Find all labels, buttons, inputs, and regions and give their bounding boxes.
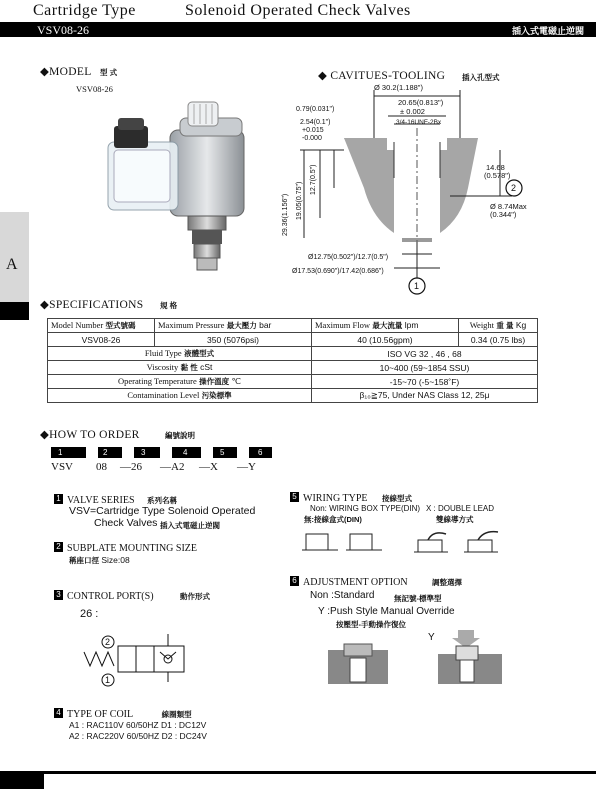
order-code-4: —A2 xyxy=(160,461,185,473)
item-6-y-label: Y xyxy=(428,632,435,643)
spec-prop-row xyxy=(48,347,538,361)
dim-1468: 14.68 xyxy=(486,163,505,172)
spec-prop-label: Viscosity 黏 性 cSt xyxy=(48,361,312,375)
footer-bar xyxy=(0,771,596,774)
item-2-desc: 稱座口徑 Size:08 xyxy=(69,555,130,565)
header-left-title: Cartridge Type xyxy=(33,2,136,19)
footer-black xyxy=(0,774,44,789)
item-3-title: 3 CONTROL PORT(S) 動作形式 xyxy=(54,586,210,604)
item-6-non: Non :Standard xyxy=(310,590,375,601)
cavities-heading-cn: 插入孔型式 xyxy=(462,73,500,82)
item-6-non-cn: 無記號-標準型 xyxy=(394,594,442,603)
dim-1468b: (0.578") xyxy=(484,171,511,180)
spec-prop-label: Contamination Level 污染標準 xyxy=(48,389,312,403)
header-chinese-title: 插入式電磁止逆閥 xyxy=(511,26,584,36)
item-5-title: 5 WIRING TYPE 接線型式 xyxy=(290,488,412,506)
order-cell-2: 2 xyxy=(103,448,108,457)
order-heading: ◆HOW TO ORDER xyxy=(40,429,140,441)
item-1-desc1: VSV=Cartridge Type Solenoid Operated xyxy=(69,505,256,517)
order-cell-4: 4 xyxy=(183,448,188,457)
order-code-2: 08 xyxy=(96,461,107,473)
spec-prop-value: 10~400 (59~1854 SSU) xyxy=(312,361,538,375)
item-6-y: Y :Push Style Manual Override xyxy=(318,606,455,617)
spec-prop-value: β₁₀≧75, Under NAS Class 12, 25μ xyxy=(312,389,538,403)
dim-2065-tol: ± 0.002 xyxy=(400,107,425,116)
item-3-code: 26 : xyxy=(80,608,99,620)
spec-pressure-value: 350 (5076psi) xyxy=(155,333,312,347)
spec-heading: ◆SPECIFICATIONS xyxy=(40,299,144,311)
order-cell-5: 5 xyxy=(220,448,225,457)
header-right-title: Solenoid Operated Check Valves xyxy=(185,2,411,19)
spec-header-weight: Weight 重 量 Kg xyxy=(459,319,538,333)
cavities-heading: ◆ CAVITUES-TOOLING xyxy=(318,70,446,82)
valve-photo xyxy=(88,98,268,274)
spec-header-pressure: Maximum Pressure 最大壓力 bar xyxy=(155,319,312,333)
spec-model-value: VSV08-26 xyxy=(48,333,155,347)
order-code-1: VSV xyxy=(51,461,74,473)
order-cell-6: 6 xyxy=(258,448,263,457)
item-1-desc-cn: 插入式電磁止逆閥 xyxy=(160,521,220,530)
order-cell-sep xyxy=(160,447,172,458)
spec-flow-value: 40 (10.56gpm) xyxy=(312,333,459,347)
spec-header-flow: Maximum Flow 最大流量 lpm xyxy=(312,319,459,333)
wiring-symbols xyxy=(298,528,540,560)
dim-1753: Ø17.53(0.690")/17.42(0.686") xyxy=(292,268,384,275)
model-name: VSV08-26 xyxy=(76,84,113,94)
spec-prop-value: ISO VG 32 , 46 , 68 xyxy=(312,347,538,361)
item-3-port-2: 2 xyxy=(105,637,111,647)
dim-254-tol-b: -0.000 xyxy=(302,135,322,142)
spec-header-model: Model Number 型式號碼 xyxy=(48,319,155,333)
side-tab-black xyxy=(0,302,29,320)
item-4-line2: A2 : RAC220V 60/50HZ D2 : DC24V xyxy=(69,731,207,741)
spec-prop-row xyxy=(48,361,538,375)
header-model-code: VSV08-26 xyxy=(37,23,90,37)
dim-1275: Ø12.75(0.502")/12.7(0.5") xyxy=(308,254,389,261)
dim-254-tol-a: +0.015 xyxy=(302,127,324,134)
model-heading: ◆MODEL xyxy=(40,66,92,78)
item-5-non: Non: WIRING BOX TYPE(DIN) xyxy=(310,504,421,513)
order-code-6: —Y xyxy=(237,461,256,473)
dim-079: 0.79(0.031") xyxy=(296,106,335,113)
order-cell-sep xyxy=(237,447,249,458)
override-drawings xyxy=(318,630,518,690)
order-cell-sep xyxy=(122,447,134,458)
order-code-5: —X xyxy=(199,461,218,473)
dim-874a: Ø 8.74Max xyxy=(490,202,527,211)
item-5-non-cn: 無:接線盒式(DIN) xyxy=(304,515,362,524)
order-cell-sep xyxy=(86,447,98,458)
item-2-title: 2 SUBPLATE MOUNTING SIZE xyxy=(54,538,197,556)
spec-weight-value: 0.34 (0.75 lbs) xyxy=(459,333,538,347)
order-cell-sep xyxy=(201,447,213,458)
header-bar xyxy=(0,22,596,37)
model-heading-cn: 型 式 xyxy=(100,68,118,77)
spec-prop-row xyxy=(48,389,538,403)
item-4-title: 4 TYPE OF COIL 線圈類型 xyxy=(54,704,192,722)
dim-d-top: Ø 30.2(1.188") xyxy=(374,83,423,92)
item-1-desc2: Check Valves xyxy=(94,517,158,529)
cavity-port-2: 2 xyxy=(511,183,517,193)
spec-heading-cn: 規 格 xyxy=(160,301,178,310)
dim-254: 2.54(0.1") xyxy=(300,119,331,126)
spec-prop-value: -15~70 (-5~158˚F) xyxy=(312,375,538,389)
spec-table xyxy=(47,318,538,403)
spec-prop-label: Fluid Type 液體型式 xyxy=(48,347,312,361)
dim-2936: 29.36(1.156") xyxy=(282,193,289,236)
order-cell-3: 3 xyxy=(141,448,146,457)
item-5-x: X : DOUBLE LEAD xyxy=(426,504,495,513)
item-3-port-1: 1 xyxy=(105,675,111,685)
dim-2065: 20.65(0.813") xyxy=(398,98,444,107)
dim-thread: 3/4-16UNF-2Bx xyxy=(396,119,442,126)
item-4-line1: A1 : RAC110V 60/50HZ D1 : DC12V xyxy=(69,720,207,730)
side-tab-letter: A xyxy=(6,256,18,273)
item-6-y-cn: 按壓型-手動操作復位 xyxy=(336,620,406,629)
item-6-title: 6 ADJUSTMENT OPTION 調整選擇 xyxy=(290,572,462,590)
item-1-title: 1 VALVE SERIES 系列名稱 xyxy=(54,490,177,508)
spec-prop-label: Operating Temperature 操作溫度 ℃ xyxy=(48,375,312,389)
dim-127: 12.7(0.5") xyxy=(310,164,317,195)
order-code-3: —26 xyxy=(120,461,142,473)
cavity-port-1: 1 xyxy=(414,281,420,291)
order-heading-cn: 編號說明 xyxy=(165,431,195,440)
spec-value-row xyxy=(48,333,538,347)
dim-1905: 19.05(0.75") xyxy=(296,181,303,220)
dim-874b: (0.344") xyxy=(490,210,517,219)
order-cell-1: 1 xyxy=(58,448,63,457)
spec-prop-row xyxy=(48,375,538,389)
item-5-x-cn: 雙線導方式 xyxy=(436,515,474,524)
control-port-symbol xyxy=(80,628,190,692)
